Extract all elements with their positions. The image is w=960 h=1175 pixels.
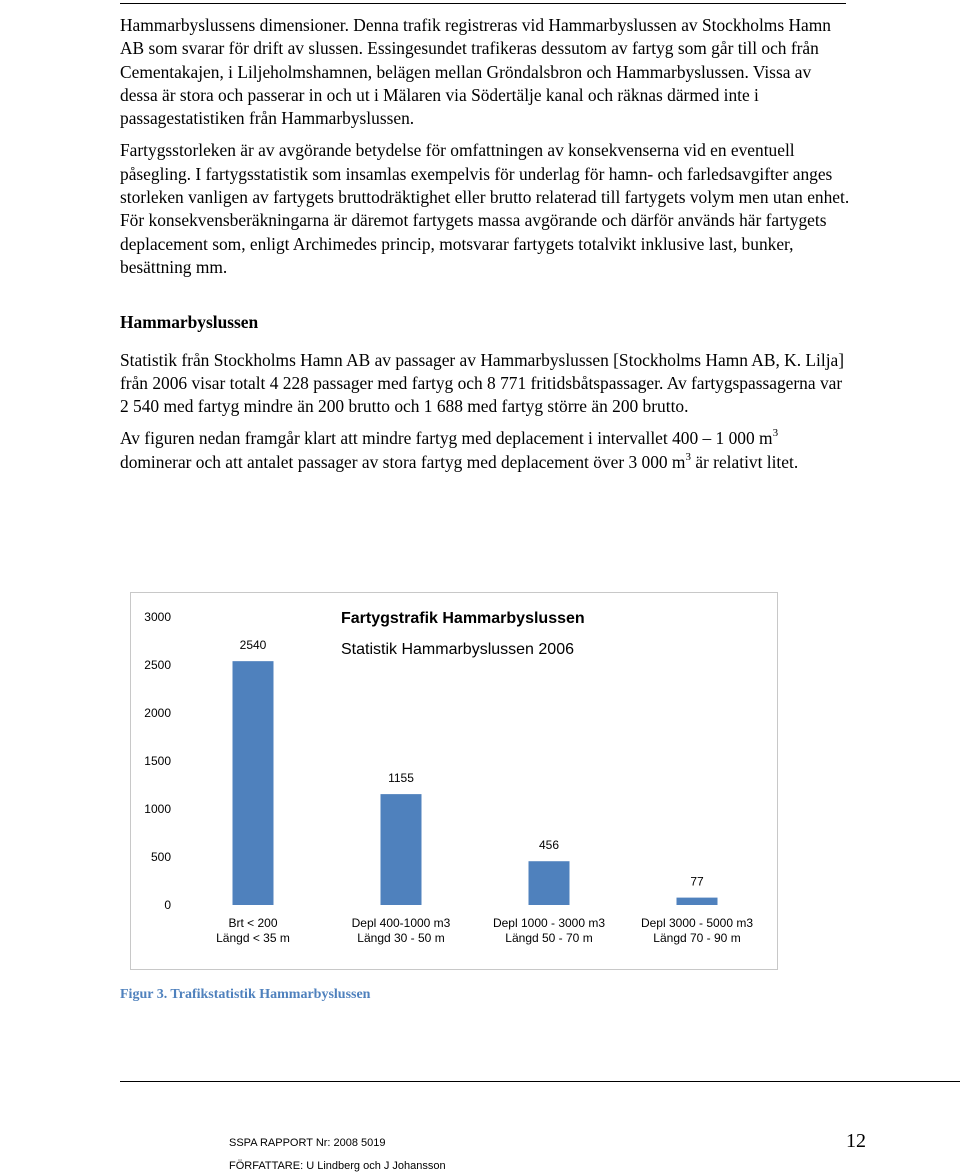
bar-chart <box>130 592 778 970</box>
y-tick-label: 1000 <box>144 802 171 816</box>
paragraph-1: Hammarbyslussens dimensioner. Denna trafik registreras vid Hammarbyslussen av Stockholms Hamn AB som svarar för drift av slussen. Essingesundet trafikeras dessutom av fartyg som går till och från Cementakajen, i Liljeholmshamnen, belägen mellan Gröndalsbron och Hammarbyslussen. Vissa av dessa är stora och passerar in och ut i Mälaren via Södertälje kanal och räknas därmed inte i passagestatistiken från Hammarbyslussen. <box>120 15 831 129</box>
bar-data-label: 77 <box>690 874 704 889</box>
y-tick-label: 2500 <box>144 658 171 672</box>
paragraph-3: Statistik från Stockholms Hamn AB av passager av Hammarbyslussen [Stockholms Hamn AB, K. Lilja] från 2006 visar totalt 4 228 passager med fartyg och 8 771 fritidsbåtspassager. Av fartygspassagerna var 2 540 med fartyg mindre än 200 brutto och 1 688 med fartyg större än 200 brutto. <box>120 349 845 417</box>
y-tick-label: 3000 <box>144 610 171 624</box>
superscript-3: 3 <box>772 427 779 440</box>
bar-data-label: 1155 <box>388 771 414 786</box>
section-heading: Hammarbyslussen <box>120 312 259 333</box>
paragraph-2: Fartygsstorleken är av avgörande betydelse för omfattningen av konsekvenserna vid en eventuell påsegling. I fartygsstatistik som insamlas exempelvis för underlag för hamn- och farledsavgifter anges storleken vanligen av fartygets bruttodräktighet eller brutto relaterad till fartygets volym men utan enhet. För konsekvensberäkningarna är däremot fartygets massa avgörande och därför används här fartygets deplacement som, enligt Archimedes princip, motsvarar fartygets totalvikt inklusive last, bunker, besättning mm. <box>120 140 850 277</box>
paragraph-4-part-b: dominerar och att antalet passager av stora fartyg med deplacement över 3 000 m <box>120 451 686 472</box>
page-number: 12 <box>846 1130 866 1152</box>
report-number: SSPA RAPPORT Nr: 2008 5019 <box>229 1137 386 1149</box>
paragraph-4-part-a: Av figuren nedan framgår klart att mindre fartyg med deplacement i intervallet 400 – 1 000 m <box>120 428 773 449</box>
bar <box>677 898 718 905</box>
x-category-label: Depl 3000 - 5000 m3 <box>640 916 754 930</box>
footer-rule <box>120 1081 960 1082</box>
bar-data-label: 2540 <box>239 638 267 653</box>
authors: FÖRFATTARE: U Lindberg och J Johansson <box>229 1160 446 1172</box>
bar <box>233 661 274 905</box>
y-tick-label: 1500 <box>144 754 171 768</box>
y-tick-label: 0 <box>164 898 171 912</box>
x-category-label: Brt < 200 <box>228 916 278 930</box>
x-category-label: Längd < 35 m <box>216 931 290 945</box>
bar <box>381 794 422 905</box>
document-body <box>120 14 850 483</box>
chart-subtitle: Statistik Hammarbyslussen 2006 <box>341 641 574 658</box>
figure-caption: Figur 3. Trafikstatistik Hammarbyslussen <box>120 987 371 1002</box>
bar <box>529 861 570 905</box>
x-category-label: Depl 400-1000 m3 <box>351 916 451 930</box>
y-tick-label: 500 <box>150 850 171 864</box>
x-category-label: Längd 70 - 90 m <box>653 931 741 945</box>
bar-data-label: 456 <box>538 838 560 853</box>
paragraph-4-part-c: är relativt litet. <box>690 451 799 472</box>
chart-svg <box>131 593 777 969</box>
superscript-3: 3 <box>685 450 691 463</box>
x-category-label: Depl 1000 - 3000 m3 <box>492 916 606 930</box>
chart-title: Fartygstrafik Hammarbyslussen <box>341 610 585 627</box>
header-rule <box>120 3 846 4</box>
paragraph-4 <box>120 427 850 474</box>
x-category-label: Längd 50 - 70 m <box>505 931 593 945</box>
y-tick-label: 2000 <box>144 706 171 720</box>
x-category-label: Längd 30 - 50 m <box>357 931 445 945</box>
